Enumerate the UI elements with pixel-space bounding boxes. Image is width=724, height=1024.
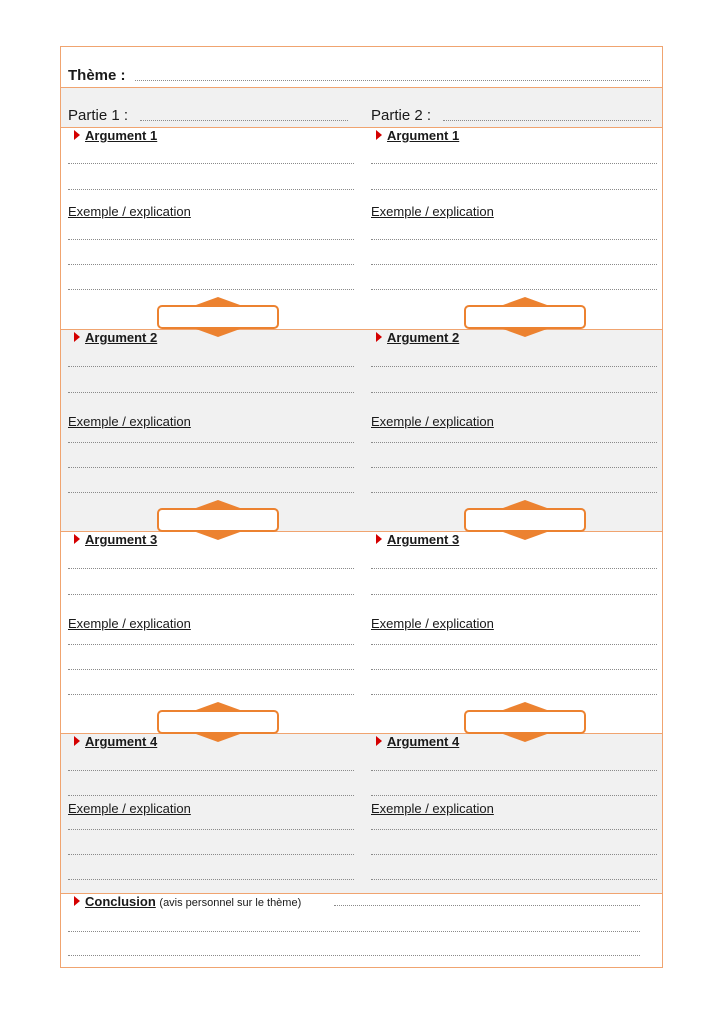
argument-title: Argument 4: [85, 734, 158, 749]
part-2-writing-line[interactable]: [443, 120, 651, 121]
writing-line[interactable]: [371, 829, 657, 830]
theme-label: Thème :: [68, 67, 126, 84]
writing-line[interactable]: [68, 264, 354, 265]
triangle-marker-icon: [74, 534, 80, 544]
writing-line[interactable]: [371, 189, 657, 190]
writing-line[interactable]: [68, 854, 354, 855]
writing-line[interactable]: [371, 163, 657, 164]
argument-4-title-right: [376, 734, 459, 749]
writing-line[interactable]: [371, 694, 657, 695]
writing-line[interactable]: [68, 594, 354, 595]
writing-line[interactable]: [68, 442, 354, 443]
writing-line[interactable]: [371, 392, 657, 393]
theme-writing-line[interactable]: [135, 80, 650, 81]
writing-line[interactable]: [371, 594, 657, 595]
argument-1-title-left: [74, 128, 157, 143]
part-1-writing-line[interactable]: [140, 120, 348, 121]
conclusion-title: Conclusion: [85, 894, 156, 909]
divider: [61, 87, 662, 88]
writing-line[interactable]: [371, 854, 657, 855]
writing-line[interactable]: [68, 669, 354, 670]
triangle-marker-icon: [376, 534, 382, 544]
triangle-marker-icon: [376, 736, 382, 746]
argument-title: Argument 1: [387, 128, 460, 143]
triangle-marker-icon: [376, 332, 382, 342]
triangle-marker-icon: [74, 130, 80, 140]
triangle-marker-icon: [74, 736, 80, 746]
writing-line[interactable]: [371, 239, 657, 240]
argument-2-title-left: [74, 330, 157, 345]
argument-1-title-right: [376, 128, 459, 143]
writing-line[interactable]: [68, 189, 354, 190]
writing-line[interactable]: [371, 879, 657, 880]
writing-line[interactable]: [68, 694, 354, 695]
writing-line[interactable]: [371, 770, 657, 771]
argument-2-band: [61, 329, 662, 531]
writing-line[interactable]: [371, 669, 657, 670]
conclusion-writing-line[interactable]: [68, 931, 640, 932]
example-label-right: Exemple / explication: [371, 801, 494, 816]
example-label-left: Exemple / explication: [68, 801, 191, 816]
writing-line[interactable]: [371, 442, 657, 443]
argument-title: Argument 3: [387, 532, 460, 547]
writing-line[interactable]: [68, 795, 354, 796]
argument-4-title-left: [74, 734, 157, 749]
example-label-right: Exemple / explication: [371, 414, 494, 429]
argument-2-title-right: [376, 330, 459, 345]
conclusion-note: (avis personnel sur le thème): [159, 897, 302, 909]
writing-line[interactable]: [68, 568, 354, 569]
writing-line[interactable]: [371, 568, 657, 569]
part-2-label: Partie 2 :: [371, 107, 432, 124]
conclusion-writing-line[interactable]: [68, 955, 640, 956]
writing-line[interactable]: [68, 644, 354, 645]
writing-line[interactable]: [68, 879, 354, 880]
writing-line[interactable]: [68, 492, 354, 493]
writing-line[interactable]: [371, 366, 657, 367]
argument-title: Argument 4: [387, 734, 460, 749]
writing-line[interactable]: [371, 289, 657, 290]
writing-line[interactable]: [371, 264, 657, 265]
example-label-right: Exemple / explication: [371, 616, 494, 631]
example-label-left: Exemple / explication: [68, 414, 191, 429]
conclusion-writing-line[interactable]: [334, 905, 640, 906]
writing-line[interactable]: [371, 492, 657, 493]
writing-line[interactable]: [371, 467, 657, 468]
writing-line[interactable]: [68, 467, 354, 468]
writing-line[interactable]: [68, 239, 354, 240]
triangle-marker-icon: [376, 130, 382, 140]
writing-line[interactable]: [68, 770, 354, 771]
writing-line[interactable]: [371, 795, 657, 796]
argument-title: Argument 2: [387, 330, 460, 345]
writing-line[interactable]: [68, 163, 354, 164]
argument-3-title-left: [74, 532, 157, 547]
conclusion-row: [74, 894, 301, 909]
example-label-right: Exemple / explication: [371, 204, 494, 219]
example-label-left: Exemple / explication: [68, 204, 191, 219]
writing-line[interactable]: [68, 392, 354, 393]
triangle-marker-icon: [74, 332, 80, 342]
writing-line[interactable]: [68, 366, 354, 367]
writing-line[interactable]: [68, 829, 354, 830]
part-1-label: Partie 1 :: [68, 107, 129, 124]
argument-title: Argument 3: [85, 532, 158, 547]
writing-line[interactable]: [371, 644, 657, 645]
triangle-marker-icon: [74, 896, 80, 906]
argument-title: Argument 1: [85, 128, 158, 143]
argument-title: Argument 2: [85, 330, 158, 345]
example-label-left: Exemple / explication: [68, 616, 191, 631]
partie-header-band: [61, 87, 662, 127]
argument-3-title-right: [376, 532, 459, 547]
writing-line[interactable]: [68, 289, 354, 290]
